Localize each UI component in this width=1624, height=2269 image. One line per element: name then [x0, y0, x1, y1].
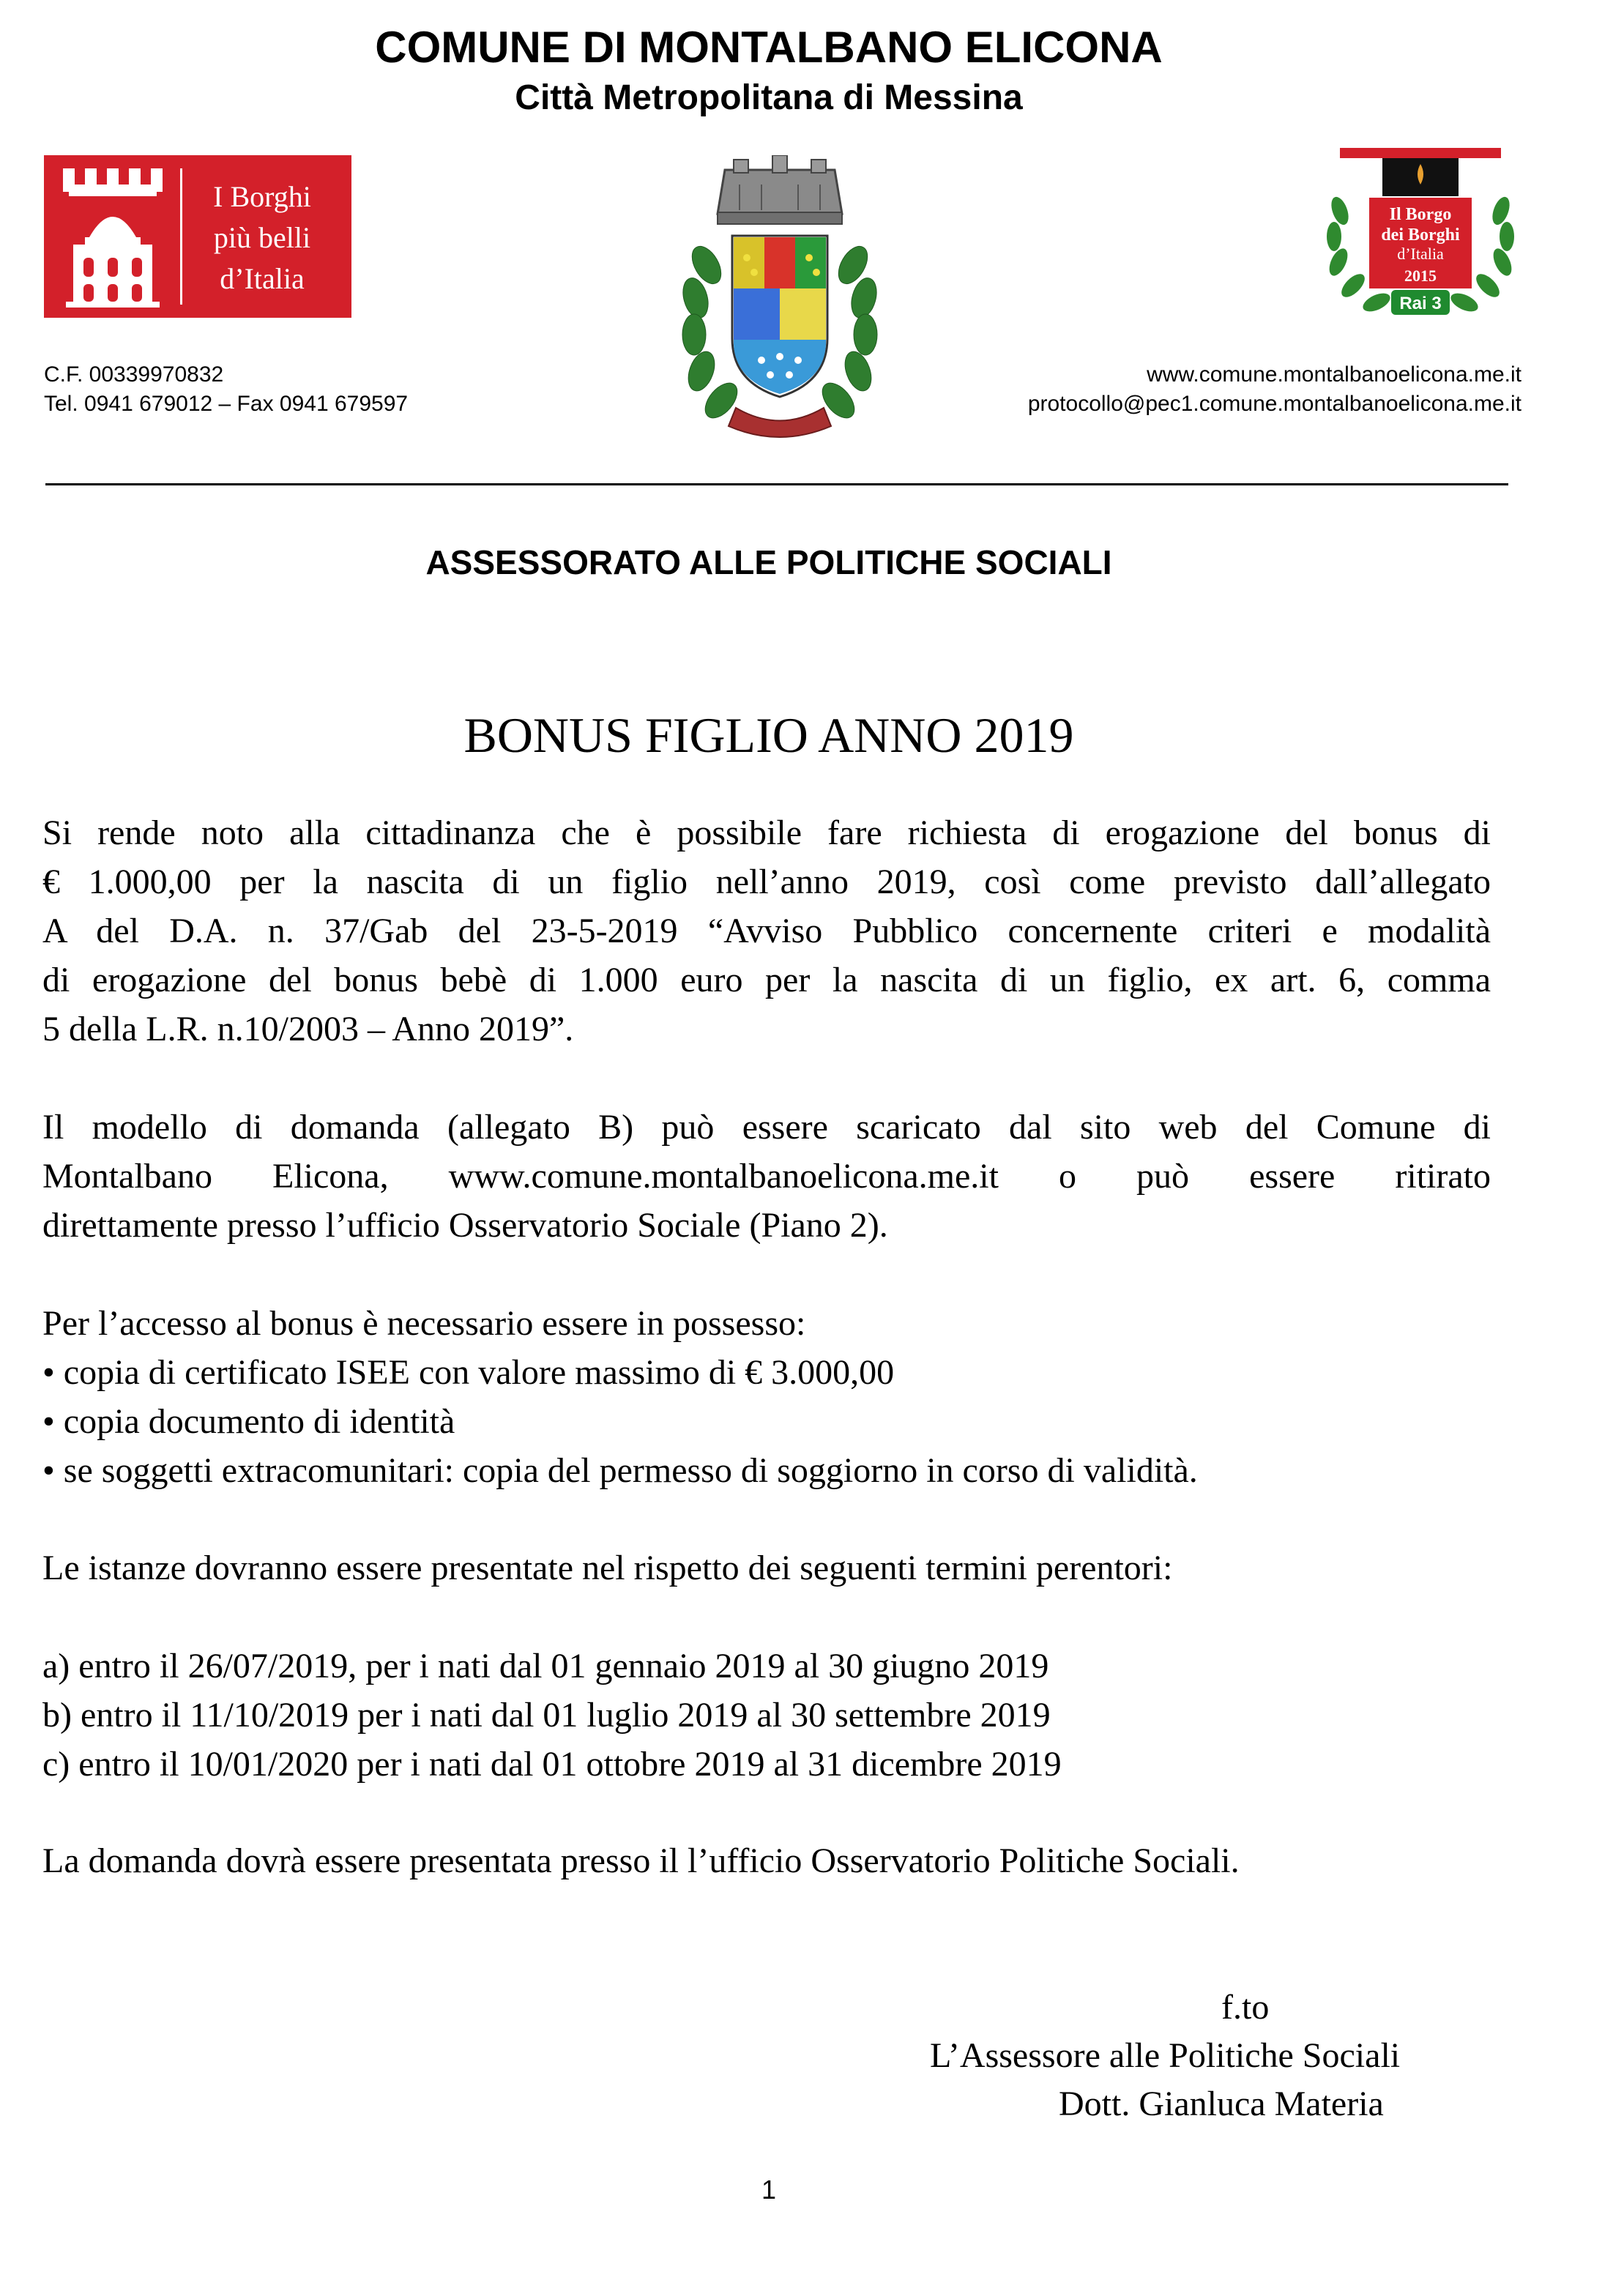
municipality-title: COMUNE DI MONTALBANO ELICONA — [375, 23, 1163, 72]
logo-left-line3: d’Italia — [220, 262, 305, 295]
phone-fax: Tel. 0941 679012 – Fax 0941 679597 — [44, 392, 409, 416]
form-info-line: Il modello di domanda (allegato B) può essere scaricato dal sito web del Comune di — [42, 1108, 1491, 1147]
deadline-item: b) entro il 11/10/2019 per i nati dal 01 luglio 2019 al 30 settembre 2019 — [42, 1696, 1051, 1735]
website-link[interactable]: www.comune.montalbanoelicona.me.it — [1147, 362, 1521, 387]
closing-line: La domanda dovrà essere presentata presso il l’ufficio Osservatorio Politiche Sociali. — [42, 1841, 1240, 1880]
intro-line: A del D.A. n. 37/Gab del 23-5-2019 “Avviso Pubblico concernente criteri e modalità — [42, 912, 1491, 950]
deadlines-intro: Le istanze dovranno essere presentate nel rispetto dei seguenti termini perentori: — [42, 1549, 1173, 1587]
signature-name: Dott. Gianluca Materia — [1059, 2084, 1384, 2123]
tax-code: C.F. 00339970832 — [44, 362, 224, 387]
coat-of-arms-emblem — [666, 155, 893, 448]
document-title: BONUS FIGLIO ANNO 2019 — [463, 707, 1074, 763]
form-info-line: Montalbano Elicona, www.comune.montalbanoelicona.me.it o può essere ritirato — [42, 1157, 1491, 1196]
municipality-subtitle: Città Metropolitana di Messina — [515, 78, 1023, 117]
requirements-section — [42, 1299, 1491, 1495]
logo-right-line3: d’Italia — [1397, 245, 1444, 263]
form-info-line: direttamente presso l’ufficio Osservatorio Sociale (Piano 2). — [42, 1206, 888, 1245]
borghi-piu-belli-logo — [44, 155, 351, 318]
intro-paragraph — [42, 808, 1491, 1054]
crown-icon — [718, 155, 842, 224]
intro-line: Si rende noto alla cittadinanza che è possibile fare richiesta di erogazione del bonus di — [42, 813, 1491, 852]
logo-right-line1: Il Borgo — [1389, 205, 1452, 224]
page-number: 1 — [761, 2175, 777, 2205]
deadline-item: a) entro il 26/07/2019, per i nati dal 01 gennaio 2019 al 30 giugno 2019 — [42, 1647, 1049, 1685]
header-divider — [45, 483, 1508, 485]
logo-left-line2: più belli — [213, 221, 311, 254]
requirement-item: • copia di certificato ISEE con valore massimo di € 3.000,00 — [42, 1353, 895, 1392]
requirement-item: • copia documento di identità — [42, 1402, 455, 1441]
form-info-paragraph — [42, 1103, 1491, 1250]
deadlines-intro-block — [42, 1543, 1491, 1592]
logo-right-year: 2015 — [1404, 267, 1437, 285]
logo-right-channel: Rai 3 — [1399, 294, 1442, 313]
intro-line: di erogazione del bonus bebè di 1.000 euro per la nascita di un figlio, ex art. 6, comma — [42, 961, 1491, 999]
borgo-dei-borghi-award-logo — [1318, 145, 1523, 321]
requirements-intro: Per l’accesso al bonus è necessario essere in possesso: — [42, 1304, 806, 1343]
deadlines-list — [42, 1642, 1491, 1789]
logo-right-line2: dei Borghi — [1381, 226, 1460, 245]
pec-email-link[interactable]: protocollo@pec1.comune.montalbanoelicona.me.it — [1027, 392, 1521, 416]
intro-line: € 1.000,00 per la nascita di un figlio nell’anno 2019, così come previsto dall’allegato — [42, 862, 1491, 901]
intro-line: 5 della L.R. n.10/2003 – Anno 2019”. — [42, 1010, 574, 1048]
closing-paragraph — [42, 1836, 1491, 1885]
requirement-item: • se soggetti extracomunitari: copia del permesso di soggiorno in corso di validità. — [42, 1451, 1198, 1490]
deadline-item: c) entro il 10/01/2020 per i nati dal 01 ottobre 2019 al 31 dicembre 2019 — [42, 1745, 1062, 1784]
contact-right — [1028, 360, 1521, 419]
contact-left — [44, 360, 408, 419]
signature-fto: f.to — [1221, 1988, 1270, 2027]
logo-left-line1: I Borghi — [213, 180, 311, 213]
department-heading: ASSESSORATO ALLE POLITICHE SOCIALI — [425, 543, 1112, 581]
signature-role: L’Assessore alle Politiche Sociali — [930, 2036, 1401, 2075]
